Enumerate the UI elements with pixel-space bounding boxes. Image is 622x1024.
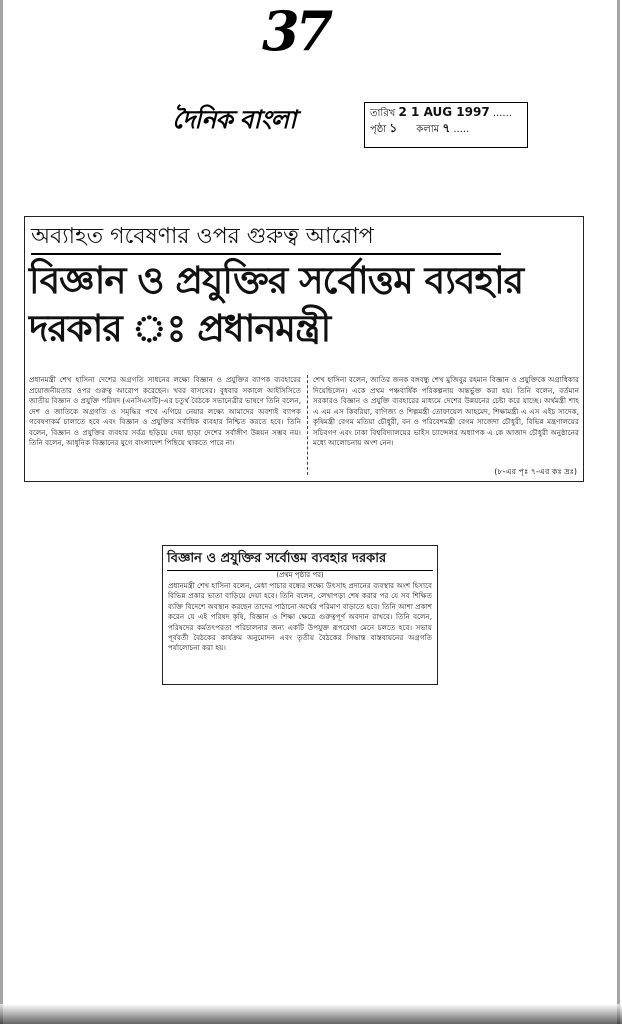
news-clipping-main <box>24 216 584 482</box>
page-label: পৃষ্ঠা <box>370 124 387 135</box>
scan-edge-right <box>617 0 620 1024</box>
article-column-1: প্রধানমন্ত্রী শেখ হাসিনা দেশের অগ্রগতি সাধনের লক্ষ্যে বিজ্ঞান ও প্রযুক্তির ব্যাপক ব্যবহারের প্রয়োজনীয়তার ওপর গুরুত্ব আরোপ করেছেন। খবর বাসসের। বুধবার সকালে আইসিসিতে জাতীয় বিজ্ঞান ও প্রযুক্তি পরিষদ (এনসিএসটি)-এর চতুর্থ বৈঠকে সভানেত্রীর ভাষণে তিনি বলেন, দেশ ও জাতিকে অগ্রগতি ও সমৃদ্ধির পথে এগিয়ে নেয়ার লক্ষ্যে আমাদের অবশ্যই ব্যাপক গবেষণাকর্ম চালাতে হবে এবং বিজ্ঞান ও প্রযুক্তির সর্বাধিক ব্যবহার নিশ্চিত করতে হবে। তিনি বলেন, বিজ্ঞান ও প্রযুক্তির ব্যবহার সর্বত্র ছড়িয়ে দেয়া ছাড়া দেশের সর্বাঙ্গীণ উন্নয়ন সম্ভব নয়। তিনি বলেন, আধুনিক বিজ্ঞানের যুগে বাংলাদেশ পিছিয়ে থাকতে পারে না। <box>29 375 301 447</box>
page-value: ১ <box>389 121 398 135</box>
article-headline <box>29 257 581 353</box>
handwritten-page-number: 37 <box>262 0 330 63</box>
column-value: ৭ <box>442 121 451 135</box>
page-column-row: পৃষ্ঠা ১ কলাম ৭ ..... <box>370 121 470 135</box>
column-divider <box>307 375 309 475</box>
date-stamp <box>364 102 528 148</box>
column-label: কলাম <box>416 124 440 135</box>
article-column-2: শেখ হাসিনা বলেন, জাতির জনক বঙ্গবন্ধু শেখ মুজিবুর রহমান বিজ্ঞান ও প্রযুক্তিকে অগ্রাধিকার দিয়েছিলেন। একে প্রথম পঞ্চবার্ষিক পরিকল্পনায় অন্তর্ভুক্ত করা হয়। তিনি বলেন, বর্তমান সরকারও বিজ্ঞান ও প্রযুক্তি ব্যবহারের মাধ্যমে দেশের উন্নয়নের চেষ্টা করে যাচ্ছে। অর্থমন্ত্রী শাহ এ এম এস কিবরিয়া, বাণিজ্য ও শিল্পমন্ত্রী তোফায়েল আহমেদ, শিক্ষামন্ত্রী এ এস এইচ সাদেক, কৃষিমন্ত্রী বেগম মতিয়া চৌধুরী, বন ও পরিবেশমন্ত্রী বেগম সাজেদা চৌধুরী, বিভিন্ন মন্ত্রণালয়ের সচিবগণ এবং ঢাকা বিশ্ববিদ্যালয়ের ভাইস চ্যান্সেলর অধ্যাপক এ কে আজাদ চৌধুরী অনুষ্ঠানের মধ্যে আলোচনায় অংশ নেন। <box>313 375 579 447</box>
scan-edge-bottom <box>0 1004 622 1024</box>
date-row: তারিখ 2 1 AUG 1997 ...... <box>370 105 512 119</box>
headline-line-1: বিজ্ঞান ও প্রযুক্তির সর্বোত্তম ব্যবহার <box>29 259 524 302</box>
continued-from-note: (প্রথম পৃষ্ঠার পর) <box>276 571 324 579</box>
scan-edge-left <box>0 0 3 1024</box>
continuation-note: (৮-এর পৃঃ ৭-এর কঃ দ্রঃ) <box>494 467 577 476</box>
date-label: তারিখ <box>370 108 396 119</box>
date-value: 2 1 AUG 1997 <box>398 105 490 119</box>
continuation-body: প্রধানমন্ত্রী শেখ হাসিনা বলেন, মেধা পাচার বন্ধের লক্ষ্যে উৎসাহ প্রদানের ব্যবস্থার অংশ হিসাবে বিভিন্ন প্রকার ভাতা বাড়িয়ে দেয়া হবে। তিনি বলেন, লেখাপড়া শেষ করার পর যে সব শিক্ষিত ব্যক্তি বিদেশে অবস্থান করছেন তাদের পাঠানো অর্থের পরিমাণ বাড়াতে হবে। তিনি আশা প্রকাশ করেন যে এই পরিষদ কৃষি, বিজ্ঞান ও শিক্ষা ক্ষেত্রে গুরুত্বপূর্ণ অবদান রাখবে। তিনি বলেন, পরিষদের কর্মতৎপরতা পরিচালনার জন্য একটি উপযুক্ত রূপরেখা মেনে চলতে হবে। সভায় পূর্ববর্তী বৈঠকের কার্যক্রম অনুমোদন এবং তৃতীয় বৈঠকের সিদ্ধান্ত বাস্তবায়নের অগ্রগতি পর্যালোচনা করা হয়। <box>168 581 432 653</box>
article-kicker: অব্যাহত গবেষণার ওপর গুরুত্ব আরোপ <box>31 221 501 255</box>
newspaper-masthead: দৈনিক বাংলা <box>172 105 296 134</box>
news-clipping-continuation <box>162 545 438 685</box>
headline-line-2: দরকার ঃ প্রধানমন্ত্রী <box>29 307 331 350</box>
continuation-heading: বিজ্ঞান ও প্রযুক্তির সর্বোত্তম ব্যবহার দরকার <box>167 548 433 571</box>
